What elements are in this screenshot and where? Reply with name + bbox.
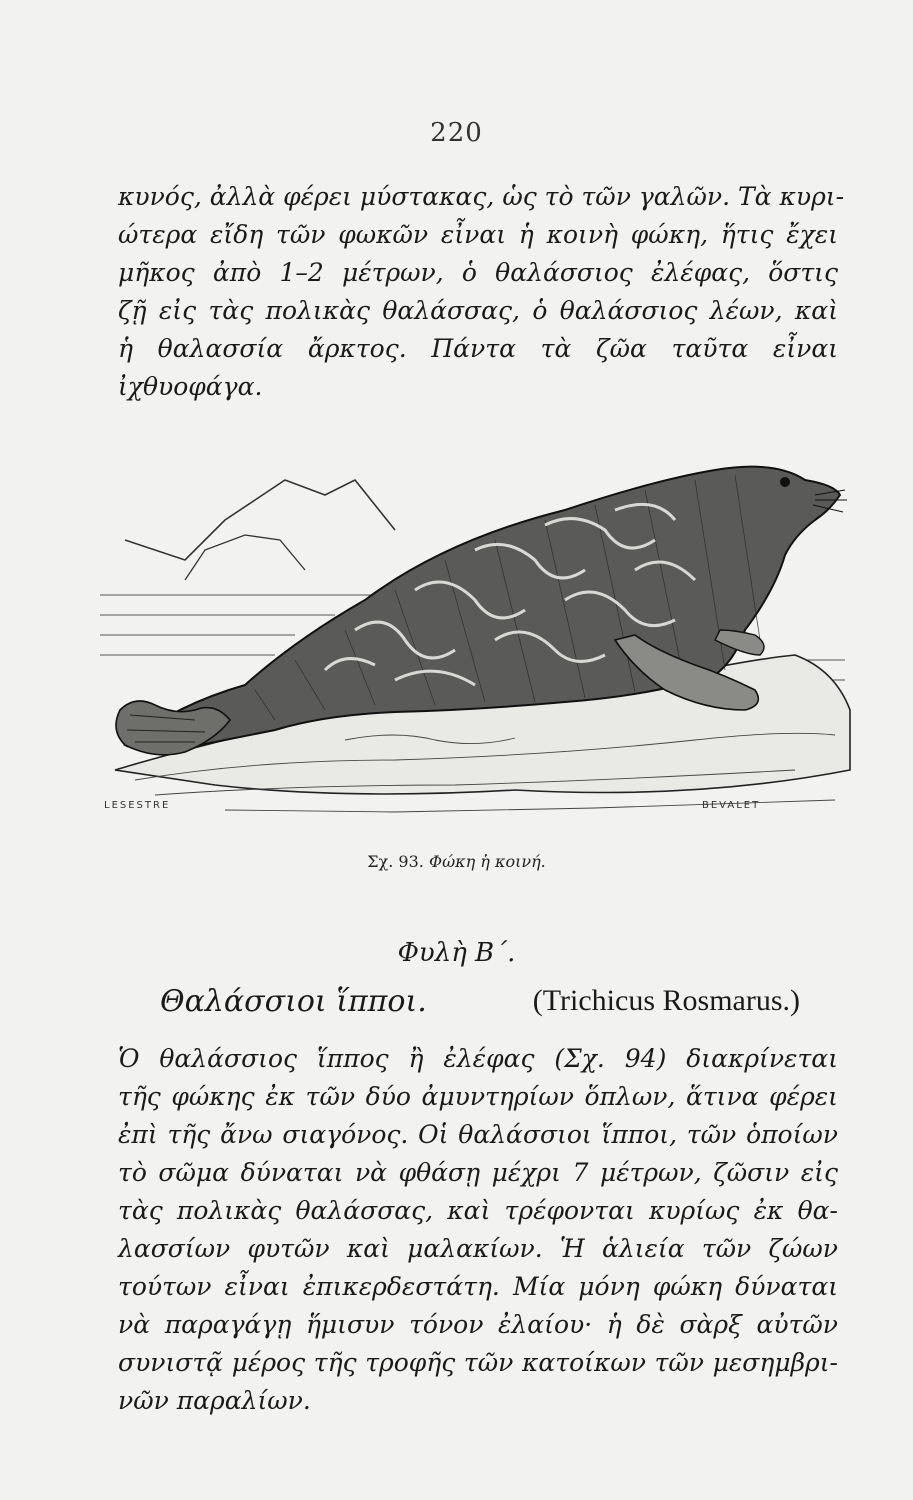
bottom-paragraph bbox=[118, 1040, 838, 1420]
text-line: τὰς πολικὰς θαλάσσας, καὶ τρέφονται κυρίως ἐκ θα- bbox=[118, 1196, 838, 1225]
text-line: νὰ παραγάγῃ ἥμισυν τόνον ἐλαίου· ἡ δὲ σὰρξ αὐτῶν bbox=[118, 1310, 838, 1339]
page-number: 220 bbox=[430, 118, 483, 148]
text-line: ἐπὶ τῆς ἄνω σιαγόνος. Οἱ θαλάσσιοι ἵπποι, τῶν ὁποίων bbox=[118, 1120, 838, 1149]
top-paragraph bbox=[118, 178, 845, 406]
text-line: συνιστᾷ μέρος τῆς τροφῆς τῶν κατοίκων τῶν μεσημβρι- bbox=[118, 1348, 838, 1377]
subheading bbox=[160, 984, 800, 1019]
artist-credit: BEVALET bbox=[702, 800, 761, 811]
text-line: ἰχθυοφάγα. bbox=[118, 372, 263, 401]
text-line: ώτερα εἴδη τῶν φωκῶν εἶναι ἡ κοινὴ φώκη, ἥτις ἔχει bbox=[118, 220, 838, 249]
text-line: ἡ θαλασσία ἄρκτος. Πάντα τὰ ζῶα ταῦτα εἶναι bbox=[118, 334, 838, 363]
text-line: νῶν παραλίων. bbox=[118, 1386, 311, 1415]
figure-caption bbox=[0, 852, 913, 871]
text-line: λασσίων φυτῶν καὶ μαλακίων. Ἡ ἁλιεία τῶν ζώων bbox=[118, 1234, 838, 1263]
seal-engraving bbox=[95, 440, 855, 830]
caption-number: Σχ. 93. bbox=[367, 852, 424, 871]
text-line: τῆς φώκης ἐκ τῶν δύο ἀμυντηρίων ὅπλων, ἅτινα φέρει bbox=[118, 1082, 838, 1111]
text-line: Ὁ θαλάσσιος ἵππος ἢ ἐλέφας (Σχ. 94) διακρίνεται bbox=[118, 1044, 838, 1073]
text-line: μῆκος ἀπὸ 1–2 μέτρων, ὁ θαλάσσιος ἐλέφας, ὅστις bbox=[118, 258, 838, 287]
engraver-credit: LESESTRE bbox=[104, 800, 171, 811]
caption-text: Φώκη ἡ κοινή. bbox=[428, 852, 546, 871]
subheading-latin: (Trichicus Rosmarus.) bbox=[532, 984, 800, 1017]
text-line: τούτων εἶναι ἐπικερδεστάτη. Μία μόνη φώκη δύναται bbox=[118, 1272, 838, 1301]
text-line: ζῇ εἰς τὰς πολικὰς θαλάσσας, ὁ θαλάσσιος λέων, καὶ bbox=[118, 296, 838, 325]
section-heading: Φυλὴ Β΄. bbox=[397, 938, 516, 968]
seal-illustration bbox=[95, 440, 855, 830]
text-line: τὸ σῶμα δύναται νὰ φθάσῃ μέχρι 7 μέτρων, ζῶσιν εἰς bbox=[118, 1158, 838, 1187]
subheading-greek: Θαλάσσιοι ἵπποι. bbox=[160, 984, 427, 1019]
text-line: κυνός, ἀλλὰ φέρει μύστακας, ὡς τὸ τῶν γαλῶν. Τὰ κυρι- bbox=[118, 182, 845, 211]
